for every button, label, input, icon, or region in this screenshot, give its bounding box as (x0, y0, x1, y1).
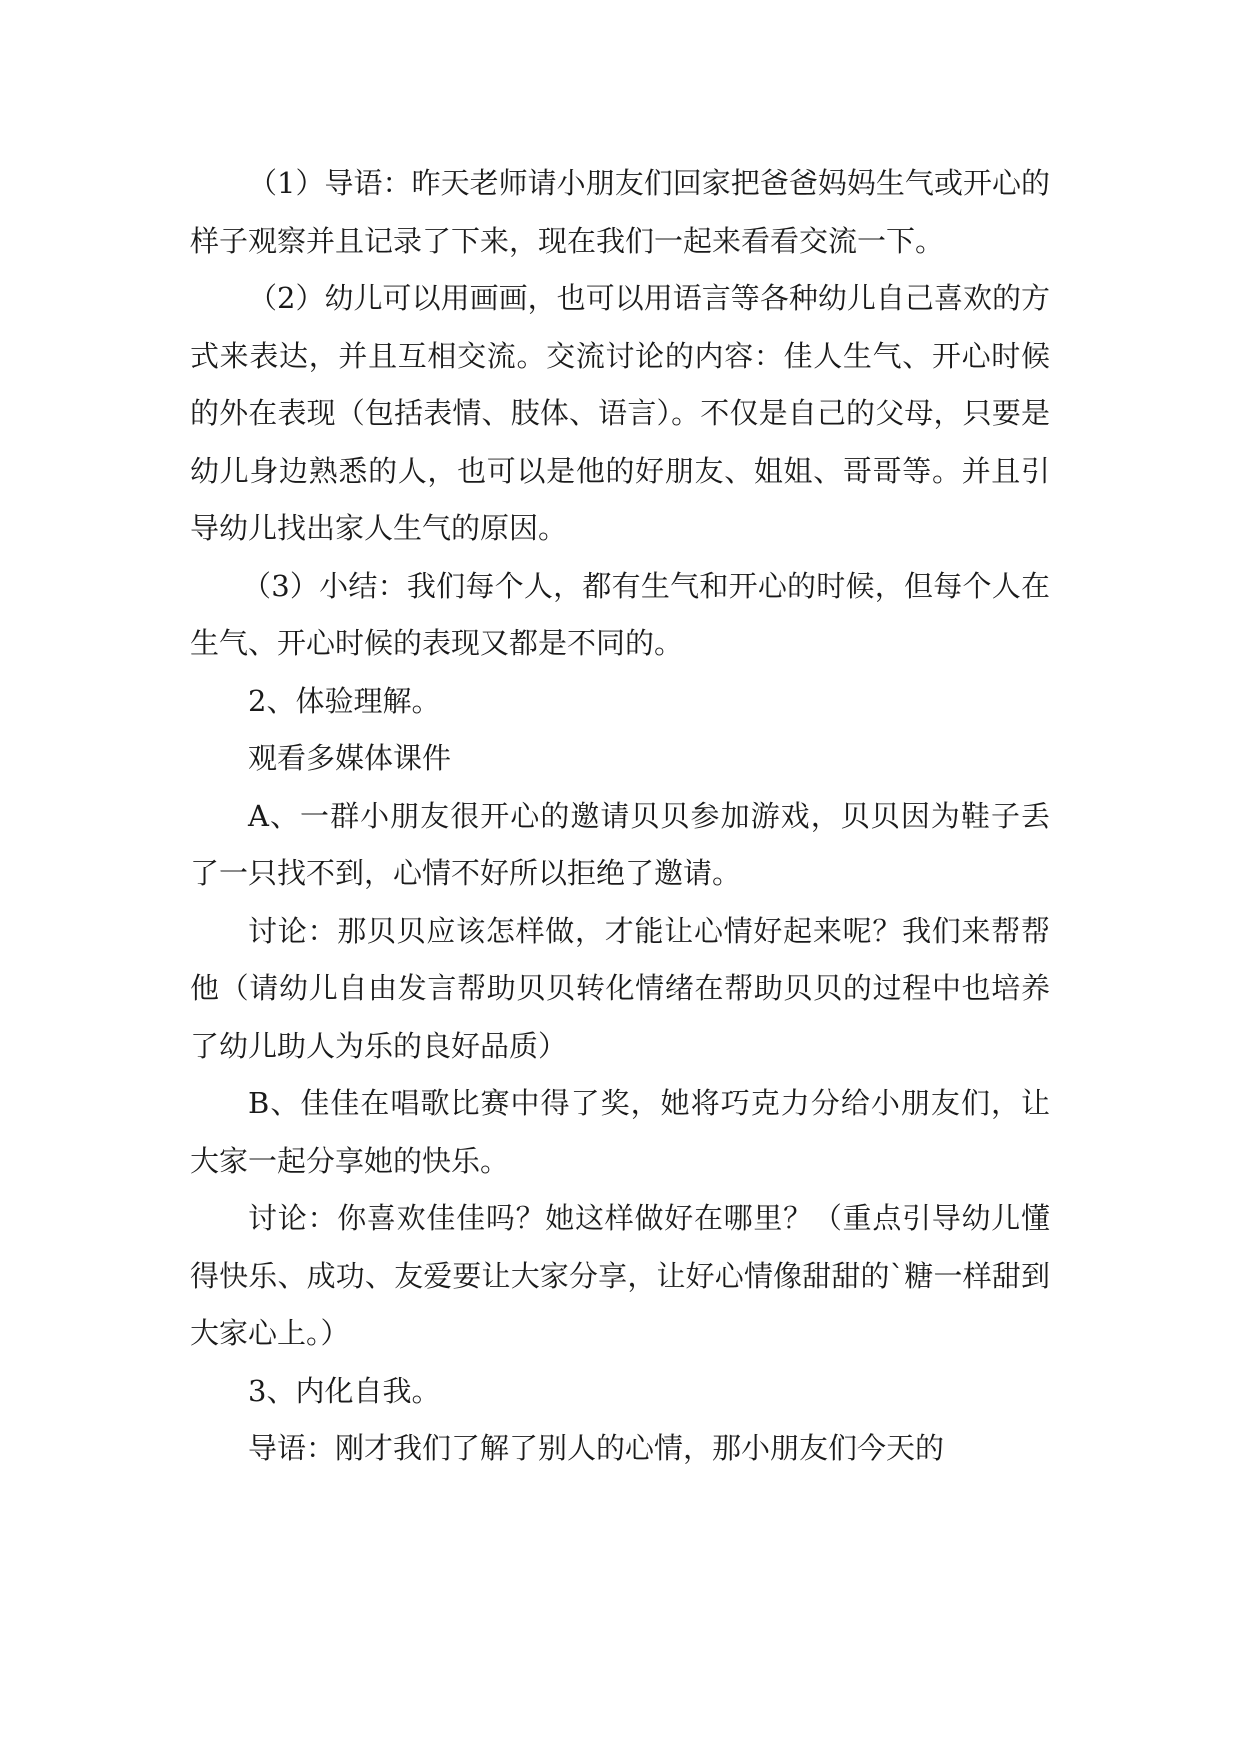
paragraph-intro-1: （1）导语：昨天老师请小朋友们回家把爸爸妈妈生气或开心的样子观察并且记录了下来，现在我们一起来看看交流一下。 (190, 166, 1050, 258)
paragraph-intro-3: 导语：刚才我们了解了别人的心情，那小朋友们今天的 (248, 1431, 945, 1465)
paragraph-summary-3: （3）小结：我们每个人，都有生气和开心的时候，但每个人在生气、开心时候的表现又都是不同的。 (190, 568, 1050, 660)
section-heading-3: 3、内化自我。 (248, 1373, 441, 1408)
paragraph-case-a: A、一群小朋友很开心的邀请贝贝参加游戏，贝贝因为鞋子丢了一只找不到，心情不好所以拒绝了邀请。 (190, 798, 1050, 890)
paragraph-intro-2: （2）幼儿可以用画画，也可以用语言等各种幼儿自己喜欢的方式来表达，并且互相交流。交流讨论的内容：佳人生气、开心时候的外在表现（包括表情、肢体、语言）。不仅是自己的父母，只要是幼儿身边熟悉的人，也可以是他的好朋友、姐姐、哥哥等。并且引导幼儿找出家人生气的原因。 (190, 281, 1050, 545)
paragraph-discussion-b: 讨论：你喜欢佳佳吗？她这样做好在哪里？（重点引导幼儿懂得快乐、成功、友爱要让大家分享，让好心情像甜甜的`糖一样甜到大家心上。） (190, 1201, 1050, 1350)
section-heading-2: 2、体验理解。 (248, 683, 441, 718)
document-body (190, 155, 1050, 1478)
paragraph-case-b: B、佳佳在唱歌比赛中得了奖，她将巧克力分给小朋友们，让大家一起分享她的快乐。 (190, 1086, 1050, 1178)
paragraph-discussion-a: 讨论：那贝贝应该怎样做，才能让心情好起来呢？我们来帮帮他（请幼儿自由发言帮助贝贝转化情绪在帮助贝贝的过程中也培养了幼儿助人为乐的良好品质） (190, 913, 1050, 1063)
paragraph-multimedia: 观看多媒体课件 (248, 741, 452, 775)
